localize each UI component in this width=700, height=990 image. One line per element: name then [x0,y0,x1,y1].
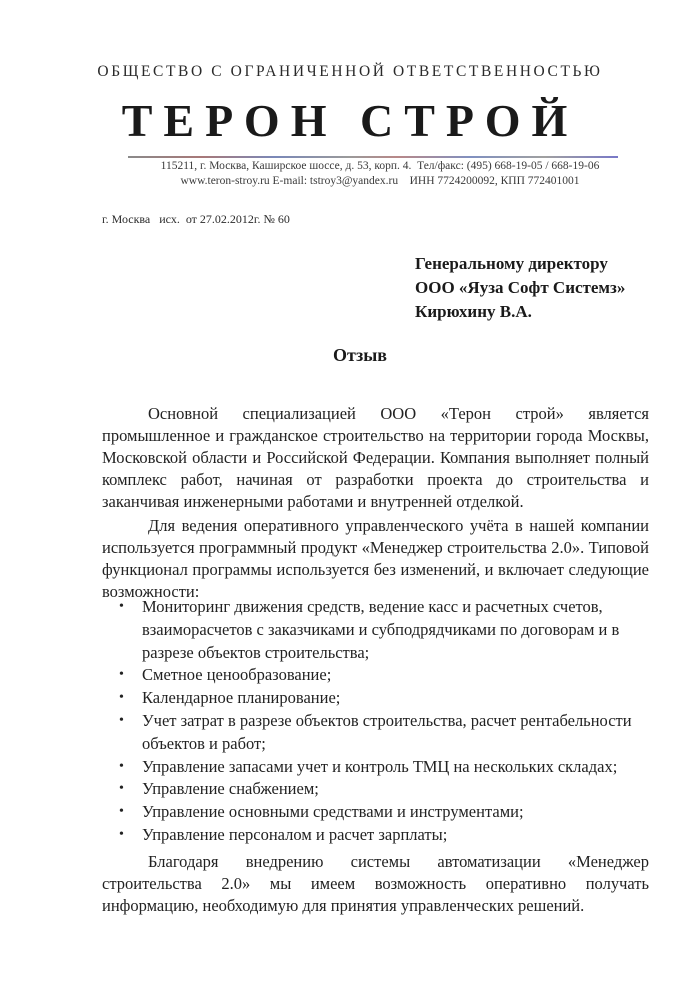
feature-text: Управление основными средствами и инструментами; [142,802,524,822]
feature-list-item [102,596,642,664]
company-address-line: 115211, г. Москва, Каширское шоссе, д. 53, корп. 4. Тел/факс: (495) 668-19-05 / 668-19-06 [160,160,600,172]
paragraph-software-usage: Для ведения оперативного управленческого учёта в нашей компании используется программный продукт «Менеджер строительства 2.0». Типовой функционал программы используется без изменений, и включает следующие возможности: [102,516,649,601]
letterhead-divider [128,156,618,158]
outgoing-reference: г. Москва исх. от 27.02.2012г. № 60 [102,212,290,226]
feature-text: Управление персоналом и расчет зарплаты; [142,824,448,844]
bullet-icon: • [119,826,124,842]
feature-text: Календарное планирование; [142,688,341,708]
bullet-icon: • [119,599,124,614]
bullet-icon: • [119,758,124,774]
feature-list-item [102,756,642,779]
feature-text: Учет затрат в разрезе объектов строительства, расчет рентабельности объектов и работ; [142,710,632,753]
addressee-name: Кирюхину В.А. [415,302,532,321]
feature-text: Мониторинг движения средств, ведение касс и расчетных счетов, взаиморасчетов с заказчиками и субподрядчиками по договорам и в разрезе объектов строительства; [142,597,620,662]
feature-list-item [102,664,642,687]
bullet-icon: • [119,690,124,706]
addressee-block [415,252,625,324]
addressee-company: ООО «Яуза Софт Системз» [415,278,626,297]
feature-text: Управление снабжением; [142,779,319,799]
bullet-icon: • [119,781,124,797]
paragraph-conclusion: Благодаря внедрению системы автоматизации «Менеджер строительства 2.0» мы имеем возможность оперативно получать информацию, необходимую для принятия управленческих решений. [102,852,649,915]
organization-form-heading: ОБЩЕСТВО С ОГРАНИЧЕННОЙ ОТВЕТСТВЕННОСТЬЮ [97,63,603,80]
addressee-position: Генеральному директору [415,254,608,273]
document-title: Отзыв [332,345,388,365]
feature-list-item [102,824,642,847]
feature-text: Управление запасами учет и контроль ТМЦ на нескольких складах; [142,756,618,776]
company-contacts [0,159,700,189]
company-web-email-tax-line: www.teron-stroy.ru E-mail: tstroy3@yandex.ru ИНН 7724200092, КПП 772401001 [180,175,580,187]
bullet-icon: • [119,667,124,683]
feature-list [102,596,642,847]
feature-list-item [102,801,642,824]
bullet-icon: • [119,712,124,728]
company-name-heading: ТЕРОН СТРОЙ [121,95,579,146]
feature-list-item [102,710,642,756]
paragraph-company-specialization: Основной специализацией ООО «Терон строй» является промышленное и гражданское строительство на территории города Москвы, Московской области и Российской Федерации. Компания выполняет полный комплекс работ, начиная от разработки проекта до строительства и заканчивая инженерными работами и внутренней отделкой. [102,404,649,511]
bullet-icon: • [119,804,124,820]
feature-text: Сметное ценообразование; [142,665,332,685]
feature-list-item [102,687,642,710]
feature-list-item [102,778,642,801]
